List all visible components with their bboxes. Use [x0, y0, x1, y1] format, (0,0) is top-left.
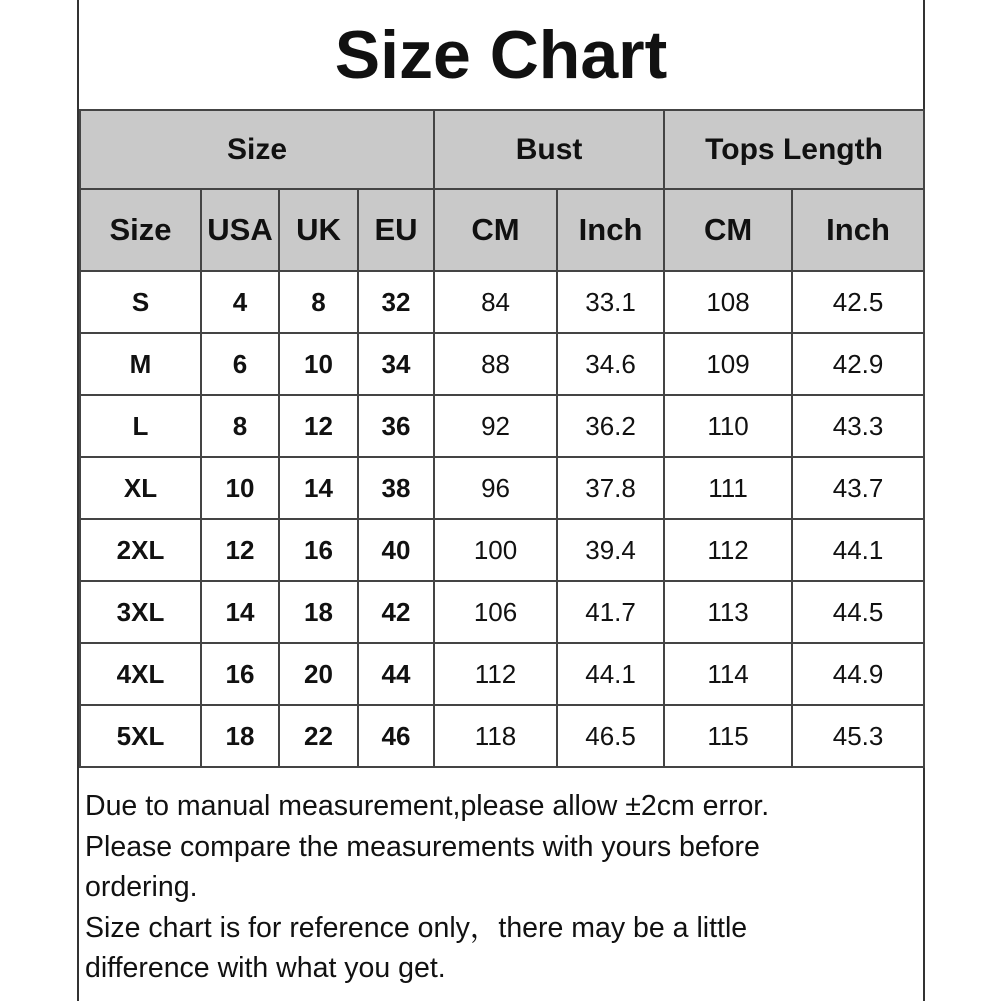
note-line: ordering.	[85, 871, 198, 904]
group-header-tops-length: Tops Length	[664, 110, 924, 189]
cell-uk: 12	[279, 395, 358, 457]
cell-bust-cm: 96	[434, 457, 557, 519]
cell-eu: 46	[358, 705, 434, 767]
cell-size: 4XL	[80, 643, 201, 705]
cell-length-cm: 115	[664, 705, 792, 767]
cell-uk: 8	[279, 271, 358, 333]
cell-usa: 12	[201, 519, 279, 581]
cell-length-inch: 42.9	[792, 333, 924, 395]
cell-length-inch: 44.1	[792, 519, 924, 581]
cell-usa: 16	[201, 643, 279, 705]
cell-bust-inch: 34.6	[557, 333, 664, 395]
cell-bust-inch: 39.4	[557, 519, 664, 581]
col-header-bust-inch: Inch	[557, 189, 664, 271]
cell-length-cm: 112	[664, 519, 792, 581]
table-body	[80, 271, 924, 767]
cell-eu: 42	[358, 581, 434, 643]
table-row	[80, 705, 924, 767]
col-header-bust-cm: CM	[434, 189, 557, 271]
note-line: Size chart is for reference only，there may be a little	[85, 911, 748, 944]
cell-size: 3XL	[80, 581, 201, 643]
cell-bust-cm: 112	[434, 643, 557, 705]
cell-uk: 16	[279, 519, 358, 581]
table-row	[80, 395, 924, 457]
cell-length-cm: 114	[664, 643, 792, 705]
size-table	[79, 109, 925, 768]
cell-uk: 14	[279, 457, 358, 519]
table-row	[80, 581, 924, 643]
cell-eu: 32	[358, 271, 434, 333]
cell-length-inch: 45.3	[792, 705, 924, 767]
table-row	[80, 271, 924, 333]
size-chart-frame	[77, 0, 925, 1001]
cell-bust-inch: 41.7	[557, 581, 664, 643]
cell-size: 2XL	[80, 519, 201, 581]
cell-eu: 44	[358, 643, 434, 705]
cell-length-inch: 44.5	[792, 581, 924, 643]
col-header-length-cm: CM	[664, 189, 792, 271]
table-row	[80, 519, 924, 581]
cell-bust-inch: 46.5	[557, 705, 664, 767]
notes	[85, 786, 915, 989]
cell-bust-inch: 44.1	[557, 643, 664, 705]
cell-usa: 4	[201, 271, 279, 333]
table-row	[80, 643, 924, 705]
cell-bust-inch: 33.1	[557, 271, 664, 333]
cell-uk: 18	[279, 581, 358, 643]
col-header-length-inch: Inch	[792, 189, 924, 271]
col-header-size: Size	[80, 189, 201, 271]
table-row	[80, 457, 924, 519]
cell-length-inch: 44.9	[792, 643, 924, 705]
cell-usa: 8	[201, 395, 279, 457]
col-header-eu: EU	[358, 189, 434, 271]
cell-uk: 22	[279, 705, 358, 767]
cell-bust-inch: 37.8	[557, 457, 664, 519]
cell-uk: 20	[279, 643, 358, 705]
cell-size: M	[80, 333, 201, 395]
cell-length-cm: 110	[664, 395, 792, 457]
cell-length-inch: 43.7	[792, 457, 924, 519]
group-header-size: Size	[80, 110, 434, 189]
cell-length-inch: 43.3	[792, 395, 924, 457]
cell-size: L	[80, 395, 201, 457]
cell-size: S	[80, 271, 201, 333]
note-line: difference with what you get.	[85, 952, 446, 985]
cell-bust-cm: 100	[434, 519, 557, 581]
group-header-row	[80, 110, 924, 189]
cell-length-inch: 42.5	[792, 271, 924, 333]
cell-usa: 18	[201, 705, 279, 767]
cell-usa: 6	[201, 333, 279, 395]
cell-length-cm: 113	[664, 581, 792, 643]
cell-eu: 36	[358, 395, 434, 457]
cell-bust-cm: 84	[434, 271, 557, 333]
table-row	[80, 333, 924, 395]
cell-eu: 40	[358, 519, 434, 581]
note-line: Please compare the measurements with yours before	[85, 830, 760, 863]
sub-header-row	[80, 189, 924, 271]
cell-usa: 14	[201, 581, 279, 643]
cell-bust-cm: 118	[434, 705, 557, 767]
page-title: Size Chart	[334, 16, 668, 93]
cell-size: XL	[80, 457, 201, 519]
cell-length-cm: 108	[664, 271, 792, 333]
col-header-uk: UK	[279, 189, 358, 271]
cell-length-cm: 111	[664, 457, 792, 519]
cell-length-cm: 109	[664, 333, 792, 395]
cell-usa: 10	[201, 457, 279, 519]
note-line: Due to manual measurement,please allow ±2cm error.	[85, 790, 770, 822]
group-header-bust: Bust	[434, 110, 664, 189]
cell-eu: 34	[358, 333, 434, 395]
cell-bust-inch: 36.2	[557, 395, 664, 457]
cell-bust-cm: 88	[434, 333, 557, 395]
col-header-usa: USA	[201, 189, 279, 271]
cell-bust-cm: 92	[434, 395, 557, 457]
cell-eu: 38	[358, 457, 434, 519]
cell-size: 5XL	[80, 705, 201, 767]
cell-uk: 10	[279, 333, 358, 395]
cell-bust-cm: 106	[434, 581, 557, 643]
